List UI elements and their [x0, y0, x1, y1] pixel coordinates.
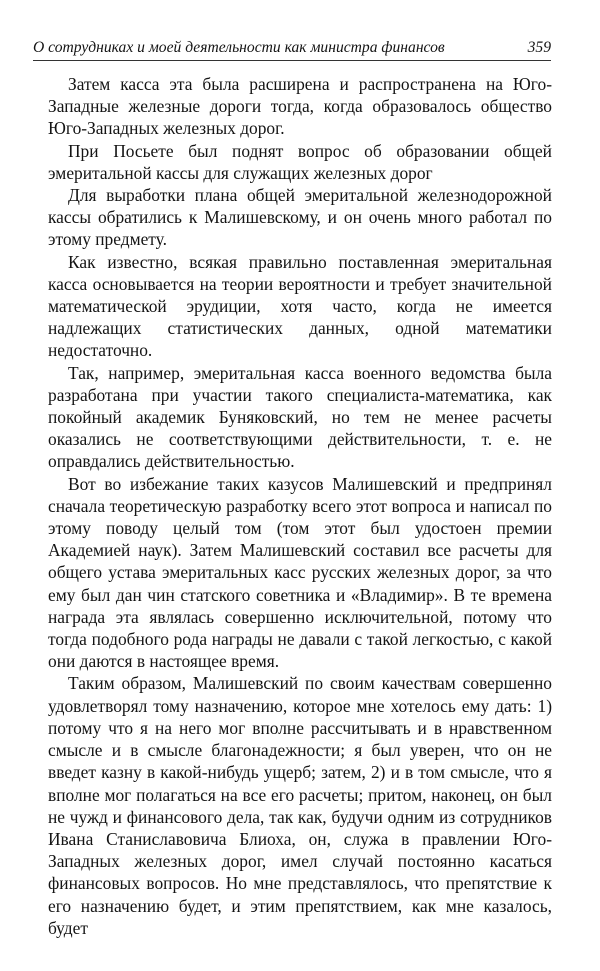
paragraph: Так, например, эмеритальная касса военного ведомства была разработана при участии такого специалиста-математика, как покойный академик Буняковский, но тем не менее расчеты оказались не соответствующими действительности, т. е. не оправдались действительностью. [48, 362, 552, 472]
paragraph: Для выработки плана общей эмеритальной железнодорожной кассы обратились к Малишевскому, и он очень много работал по этому предмету. [48, 185, 552, 250]
running-header [33, 38, 551, 61]
paragraph: При Посьете был поднят вопрос об образовании общей эмеритальной кассы для служащих железных дорог [48, 140, 552, 183]
page-number: 359 [527, 39, 551, 56]
page-text [48, 73, 552, 939]
running-title: О сотрудниках и моей деятельности как министра финансов [33, 39, 445, 56]
paragraph: Затем касса эта была расширена и распространена на Юго-Западные железные дороги тогда, когда образовалось общество Юго-Западных железных дорог. [48, 74, 552, 139]
paragraph: Таким образом, Малишевский по своим качествам совершенно удовлетворял тому назначению, которое мне хотелось ему дать: 1) потому что я на него мог вполне рассчитывать и в нравственном смысле и в смысле благонадежности; я был уверен, что он не введет казну в какой-нибудь ущерб; затем, 2) и в том смысле, что я вполне мог полагаться на все его расчеты; притом, наконец, он был не чужд и финансового дела, так как, будучи одним из сотрудников Ивана Станиславовича Блиоха, он, служа в правлении Юго-Западных железных дорог, имел случай постоянно касаться финансовых вопросов. Но мне представлялось, что препятствие к его назначению будет, и этим препятствием, как мне казалось, будет [48, 673, 552, 938]
paragraph: Вот во избежание таких казусов Малишевский и предпринял сначала теоретическую разработку всего этот вопроса и написал по этому поводу целый том (том этот был удостоен премии Академией наук). Затем Малишевский составил все расчеты для общего устава эмеритальных касс русских железных дорог, за что ему был дан чин статского советника и «Владимир». В те времена награда эта являлась совершенно исключительной, потому что тогда подобного рода награды не давали с такой легкостью, с какой они даются в настоящее время. [48, 473, 552, 672]
paragraph: Как известно, всякая правильно поставленная эмеритальная касса основывается на теории вероятности и требует значительной математической эрудиции, хотя часто, когда не имеется надлежащих статистических данных, одной математики недостаточно. [48, 251, 552, 361]
